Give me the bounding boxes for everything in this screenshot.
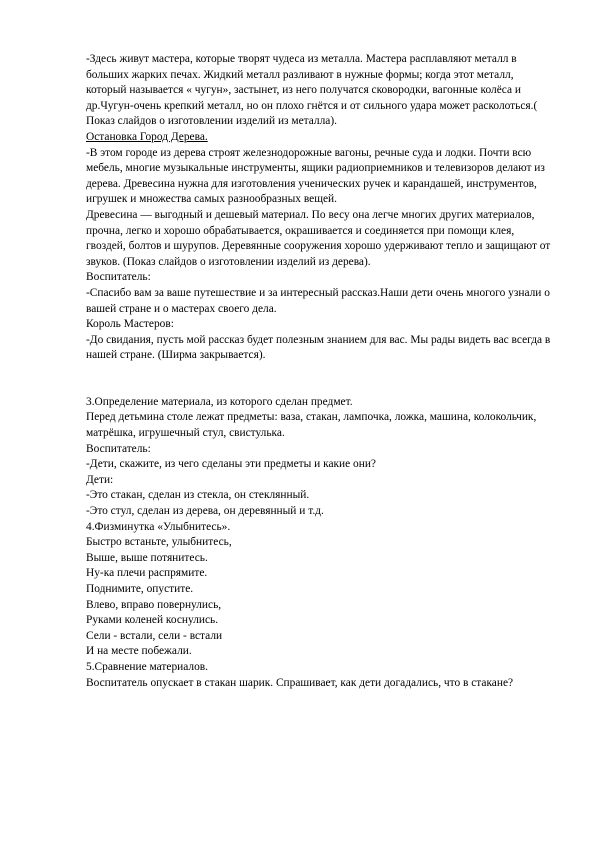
- paragraph-teacher-thanks: -Спасибо вам за ваше путешествие и за интересный рассказ.Наши дети очень многого узнали о вашей стране и о мастерах своего дела.: [86, 286, 550, 315]
- paragraph-wood-material: Древесина — выгодный и дешевый материал. По весу она легче многих других материалов, прочна, легко и хорошо обрабатывается, окрашивается и соединяется при помощи клея, гвоздей, болтов и шурупов. Деревянные сооружения хорошо удерживают тепло и защищают от звуков. (Показ слайдов о изготовлении изделий из дерева).: [86, 208, 551, 268]
- poem-line: Влево, вправо повернулись,: [86, 598, 222, 611]
- poem-line: Ну-ка плечи распрямите.: [86, 567, 208, 580]
- paragraph-items-on-table: Перед детьмина столе лежат предметы: ваза, стакан, лампочка, ложка, машина, колокольчик, матрёшка, игрушечный стул, свистулька.: [86, 411, 537, 440]
- poem-line: Руками коленей коснулись.: [86, 614, 219, 627]
- paragraph-wood-city: -В этом городе из дерева строят железнодорожные вагоны, речные суда и лодки. Почти всю мебель, многие музыкальные инструменты, ящики радиоприемников и телевизоров делают из дерева. Древесина нужна для изготовления ученических ручек и карандашей, инструментов, игрушек и множества самых разнообразных вещей.: [86, 146, 545, 206]
- speaker-teacher: Воспитатель:: [86, 271, 151, 284]
- speaker-children: Дети:: [86, 473, 114, 486]
- speaker-teacher: Воспитатель:: [86, 442, 151, 455]
- heading-section-5: 5.Сравнение материалов.: [86, 660, 208, 673]
- speaker-king-of-masters: Король Мастеров:: [86, 318, 174, 331]
- paragraph-king-goodbye: -До свидания, пусть мой рассказ будет полезным знанием для вас. Мы рады видеть вас всегда в нашей стране. (Ширма закрывается).: [86, 333, 551, 362]
- paragraph-metal-masters: -Здесь живут мастера, которые творят чудеса из металла. Мастера расплавляют металл в больших жарких печах. Жидкий металл разливают в нужные формы; когда этот металл, который называется « чугун», застынет, из него получатся сковородки, вагонные колёса и др.Чугун-очень крепкий металл, но он плохо гнётся и от сильного удара может расколоться.( Показ слайдов о изготовлении изделий из металла).: [86, 53, 538, 128]
- paragraph-teacher-question: -Дети, скажите, из чего сделаны эти предметы и какие они?: [86, 458, 376, 471]
- poem-line: И на месте побежали.: [86, 645, 192, 658]
- paragraph-answer-glass: -Это стакан, сделан из стекла, он стеклянный.: [86, 489, 310, 502]
- heading-wood-city-stop: Остановка Город Дерева.: [86, 130, 208, 143]
- paragraph-teacher-ball: Воспитатель опускает в стакан шарик. Спрашивает, как дети догадались, что в стакане?: [86, 676, 514, 689]
- paragraph-spacer: [86, 364, 556, 395]
- poem-line: Поднимите, опустите.: [86, 583, 194, 595]
- poem-line: Выше, выше потянитесь.: [86, 551, 208, 564]
- document-body: [86, 52, 556, 691]
- heading-section-4: 4.Физминутка «Улыбнитесь».: [86, 520, 231, 533]
- poem-line: Сели - встали, сели - встали: [86, 629, 223, 642]
- heading-section-3: 3.Определение материала, из которого сделан предмет.: [86, 395, 353, 408]
- poem-line: Быстро встаньте, улыбнитесь,: [86, 536, 232, 549]
- paragraph-answer-chair: -Это стул, сделан из дерева, он деревянный и т.д.: [86, 505, 324, 518]
